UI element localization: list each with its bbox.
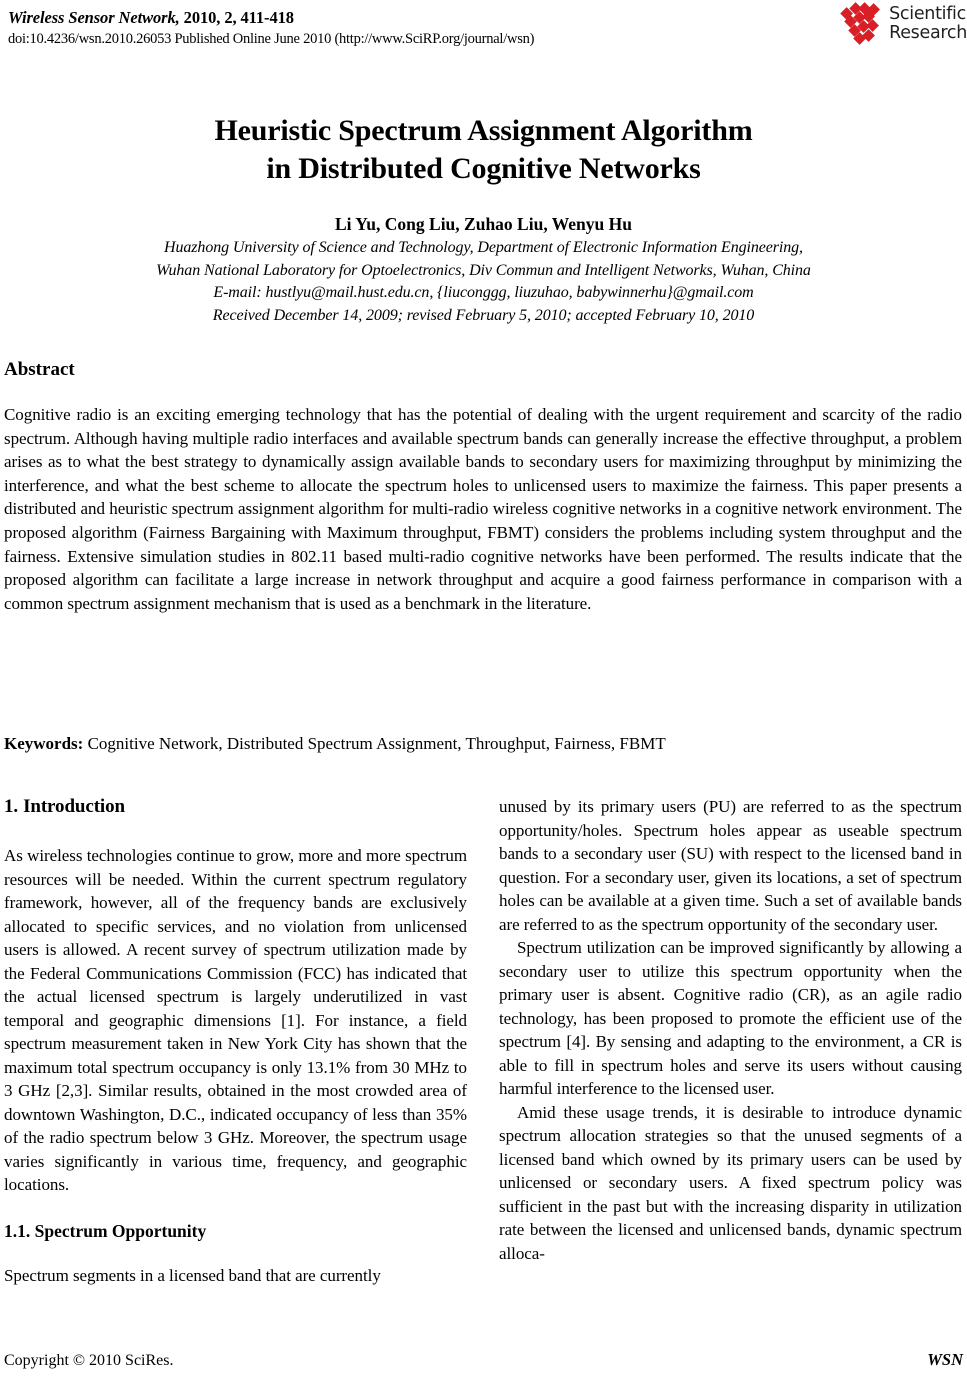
journal-name: Wireless Sensor Network, xyxy=(8,8,180,27)
doi-line: doi:10.4236/wsn.2010.26053 Published Online June 2010 (http://www.SciRP.org/journal/wsn) xyxy=(8,31,535,47)
left-column xyxy=(4,795,467,1325)
subsection-heading-spectrum-opportunity: 1.1. Spectrum Opportunity xyxy=(4,1220,207,1241)
right-paragraph-3: Amid these usage trends, it is desirable to introduce dynamic spectrum allocation strategies so that the unused segments of a licensed band which owned by its primary users can be used by unlicensed or secondary users. A fixed spectrum policy was sufficient in the past but with the increasing disparity in utilization rate between the licensed and unlicensed bands, dynamic spectrum alloca- xyxy=(499,1102,962,1263)
section-number: 1. xyxy=(4,796,19,817)
affiliation-line-1: Huazhong University of Science and Technology, Department of Electronic Information Engineering, xyxy=(164,239,803,256)
title-line-2: in Distributed Cognitive Networks xyxy=(266,152,701,186)
author-block xyxy=(0,212,967,327)
journal-abbreviation: WSN xyxy=(927,1350,963,1369)
right-column xyxy=(499,795,962,1325)
author-names: Li Yu, Cong Liu, Zuhao Liu, Wenyu Hu xyxy=(335,214,632,234)
author-email-line: E-mail: hustlyu@mail.hust.edu.cn, {liuconggg, liuzuhao, babywinnerhu}@gmail.com xyxy=(213,284,754,301)
submission-dates-line: Received December 14, 2009; revised February 5, 2010; accepted February 10, 2010 xyxy=(212,306,755,324)
copyright-notice: Copyright © 2010 SciRes. xyxy=(4,1352,174,1369)
publisher-logo xyxy=(842,4,967,44)
scientific-research-diamonds-icon xyxy=(842,4,884,44)
section-title: Introduction xyxy=(23,796,125,817)
publisher-logo-line1: Scientific xyxy=(889,3,966,24)
page-footer xyxy=(4,1350,963,1371)
keywords-line xyxy=(4,732,962,755)
journal-header xyxy=(8,8,828,49)
right-paragraph-1: unused by its primary users (PU) are referred to as the spectrum opportunity/holes. Spectrum holes appear as useable spectrum bands to a secondary user (SU) with respect to the licensed band in question. For a secondary user, given its locations, a set of spectrum holes can be available at a given time. Such a set of available bands are referred to as the spectrum opportunity of the secondary user. xyxy=(499,797,962,934)
journal-issue: 2010, 2, 411-418 xyxy=(179,8,294,27)
body-columns xyxy=(4,795,962,1325)
keywords-text: Cognitive Network, Distributed Spectrum Assignment, Throughput, Fairness, FBMT xyxy=(83,734,666,753)
section-heading-introduction xyxy=(4,795,467,818)
page-title xyxy=(0,112,967,188)
title-line-1: Heuristic Spectrum Assignment Algorithm xyxy=(214,114,753,148)
publisher-logo-text xyxy=(889,5,967,44)
abstract-heading: Abstract xyxy=(4,359,75,380)
publisher-logo-line2: Research xyxy=(889,23,967,43)
journal-citation-line xyxy=(8,8,828,28)
abstract-text: Cognitive radio is an exciting emerging technology that has the potential of dealing with the urgent requirement and scarcity of the radio spectrum. Although having multiple radio interfaces and available spectrum bands can generally increase the effective throughput, a problem arises as to what the best strategy to dynamically assign available bands to secondary users for maximizing throughput by minimizing the interference, and what the best scheme to allocate the spectrum holes to unlicensed users to maximize the fairness. This paper presents a distributed and heuristic spectrum assignment algorithm for multi-radio wireless cognitive networks in a cognitive network environment. The proposed algorithm (Fairness Bargaining with Maximum throughput, FBMT) considers the problems including system throughput and the fairness. Extensive simulation studies in 802.11 based multi-radio cognitive networks have been performed. The results indicate that the proposed algorithm can facilitate a large increase in network throughput and acquire a good fairness performance in comparison with a common spectrum assignment mechanism that is used as a benchmark in the literature. xyxy=(4,405,962,613)
intro-paragraph-1: As wireless technologies continue to grow, more and more spectrum resources will be needed. Within the current spectrum regulatory framework, however, all of the frequency bands are exclusively allocated to specific services, and no violation from unlicensed users is allowed. A recent survey of spectrum utilization made by the Federal Communications Commission (FCC) has indicated that the actual licensed spectrum is largely underutilized in vast temporal and geographic dimensions [1]. For instance, a field spectrum measurement taken in New York City has shown that the maximum total spectrum occupancy is only 13.1% from 30 MHz to 3 GHz [2,3]. Similar results, obtained in the most crowded area of downtown Washington, D.C., indicated occupancy of less than 35% of the radio spectrum below 3 GHz. Moreover, the spectrum usage varies significantly in various time, frequency, and geographic locations. xyxy=(4,846,467,1194)
right-paragraph-2: Spectrum utilization can be improved significantly by allowing a secondary user to utilize this spectrum opportunity when the primary user is absent. Cognitive radio (CR), as an agile radio technology, has been proposed to promote the efficient use of the spectrum [4]. By sensing and adapting to the environment, a CR is able to fill in spectrum holes and serve its users without causing harmful interference to the licensed user. xyxy=(499,938,962,1098)
intro-paragraph-2: Spectrum segments in a licensed band that are currently xyxy=(4,1265,381,1285)
keywords-label: Keywords: xyxy=(4,734,84,753)
affiliation-line-2: Wuhan National Laboratory for Optoelectronics, Div Commun and Intelligent Networks, Wuhan, China xyxy=(156,261,811,279)
